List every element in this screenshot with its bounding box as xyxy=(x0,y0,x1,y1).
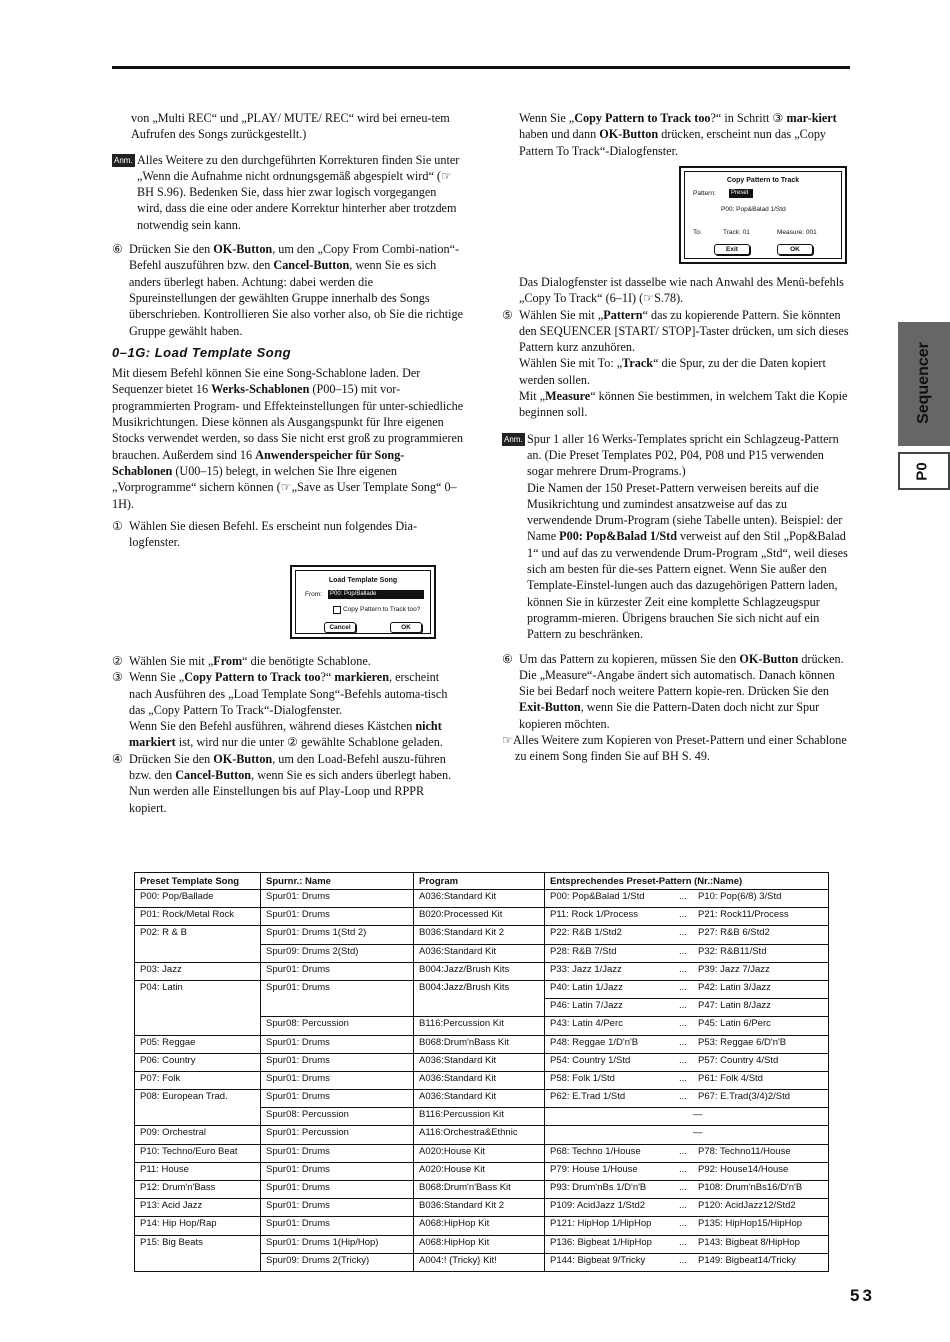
table-cell: ... xyxy=(679,1053,693,1071)
right-column xyxy=(502,110,852,159)
bold-text: markieren xyxy=(334,670,389,685)
table-cell: P11: Rock 1/Process xyxy=(545,908,680,926)
table-cell: ... xyxy=(679,1071,693,1089)
table-cell: B036:Standard Kit 2 xyxy=(414,1199,545,1217)
dialog-title: Load Template Song xyxy=(328,577,398,584)
table-header: Entsprechendes Preset-Pattern (Nr.:Name) xyxy=(545,873,829,890)
table-cell: P61: Folk 4/Std xyxy=(693,1071,829,1089)
step-number: ④ xyxy=(112,751,123,766)
bold-text: OK-Button xyxy=(739,651,799,666)
bold-text: Copy Pattern to Track too xyxy=(574,111,711,125)
table-cell xyxy=(135,944,261,962)
table-cell: P12: Drum'n'Bass xyxy=(135,1181,261,1199)
table-row xyxy=(135,1035,829,1053)
table-cell: A036:Standard Kit xyxy=(414,890,545,908)
step-4 xyxy=(112,751,464,816)
note-text: verweist auf den Stil „Pop&Balad 1“ und auf das zu verwendende Drum-Program „Std“, weil dieses sich am besten für die-ses Pattern eignet. Wenn Sie außer den Template-Einstel-lungen auch das dazugehörigen Pattern laden, können Sie in kürzester Zeit eine komplette Schlagzeugspur programm-mieren. Übrigens brauchen Sie sich nicht auf ein Pattern zu beschränken. xyxy=(527,529,848,642)
bold-text: mar-kiert xyxy=(786,111,837,125)
text: , um den Load-Befehl auszu-führen bzw. den xyxy=(129,751,446,783)
table-cell: P01: Rock/Metal Rock xyxy=(135,908,261,926)
sidebar-mode-tab xyxy=(898,452,950,490)
section-heading: 0–1G: Load Template Song xyxy=(112,344,292,360)
table-cell: ... xyxy=(679,944,693,962)
table-cell: A036:Standard Kit xyxy=(414,1090,545,1108)
step-5-measure xyxy=(502,388,852,421)
table-cell: P00: Pop/Ballade xyxy=(135,890,261,908)
text: Alles Weitere zum Kopieren von Preset-Pattern und einer Schablone zu einem Song finden Sie auf BH S. 49. xyxy=(512,733,847,764)
table-cell: ... xyxy=(679,1144,693,1162)
table-cell: A036:Standard Kit xyxy=(414,1071,545,1089)
table-cell: Spur01: Drums 1(Hip/Hop) xyxy=(261,1235,414,1253)
table-cell: ... xyxy=(679,926,693,944)
table-cell: B036:Standard Kit 2 xyxy=(414,926,545,944)
table-row xyxy=(135,1199,829,1217)
table-cell: B004:Jazz/Brush Kits xyxy=(414,962,545,980)
table-cell: P10: Pop(6/8) 3/Std xyxy=(693,890,829,908)
text: , wenn Sie die Pattern-Daten doch nicht zur Spur kopieren möchten. xyxy=(519,700,820,731)
table-row xyxy=(135,1181,829,1199)
note-paragraph xyxy=(502,431,852,643)
sidebar-section-tab xyxy=(898,322,950,446)
table-cell: Spur01: Drums xyxy=(261,908,414,926)
bold-text: Track xyxy=(622,356,654,371)
table-cell: P135: HipHop15/HipHop xyxy=(693,1217,829,1235)
table-cell: P58: Folk 1/Std xyxy=(545,1071,680,1089)
table-header: Preset Template Song xyxy=(135,873,261,890)
table-cell: Spur01: Drums xyxy=(261,1162,414,1180)
table-cell: P33: Jazz 1/Jazz xyxy=(545,962,680,980)
text: Wählen Sie mit To: „ xyxy=(519,356,623,371)
table-cell: ... xyxy=(679,1017,693,1035)
table-cell: Spur01: Drums 1(Std 2) xyxy=(261,926,414,944)
table-cell: P143: Bigbeat 8/HipHop xyxy=(693,1235,829,1253)
table-cell: ... xyxy=(679,1035,693,1053)
text: “ können Sie bestimmen, in welchem Takt die Kopie beginnen soll. xyxy=(519,389,848,420)
table-cell xyxy=(679,1126,693,1144)
table-body xyxy=(135,890,829,1272)
reference-icon: ☞ xyxy=(502,733,513,748)
table-cell: P28: R&B 7/Std xyxy=(545,944,680,962)
step-number: ① xyxy=(112,518,123,533)
table-cell: ... xyxy=(679,1199,693,1217)
table-cell: Spur08: Percussion xyxy=(261,1108,414,1126)
table-cell: ... xyxy=(679,1235,693,1253)
table-row xyxy=(135,1162,829,1180)
table-cell: B004:Jazz/Brush Kits xyxy=(414,980,545,998)
table-row xyxy=(135,999,829,1017)
table-cell: B116:Percussion Kit xyxy=(414,1108,545,1126)
table-cell: P54: Country 1/Std xyxy=(545,1053,680,1071)
text: drücken. Die „Measure“-Angabe ändert sich automatisch. Danach können Sie bei Bedarf noch weitere Pattern kopie-ren. Drücken Sie den xyxy=(519,651,844,699)
bold-text: Copy Pattern to Track too xyxy=(184,670,321,685)
table-cell: P22: R&B 1/Std2 xyxy=(545,926,680,944)
preset-template-table xyxy=(134,872,829,1272)
table-cell xyxy=(414,999,545,1017)
table-cell: Spur01: Drums xyxy=(261,962,414,980)
table-cell: Spur08: Percussion xyxy=(261,1017,414,1035)
step-5 xyxy=(502,307,852,356)
table-cell: B020:Processed Kit xyxy=(414,908,545,926)
table-row xyxy=(135,962,829,980)
table-cell: P78: Techno11/House xyxy=(693,1144,829,1162)
text: Um das Pattern zu kopieren, müssen Sie den xyxy=(519,651,740,666)
text: ist, wird nur die unter ② gewählte Schablone geladen. xyxy=(175,735,443,750)
note-badge: Anm. xyxy=(504,434,523,444)
table-cell xyxy=(545,1126,680,1144)
copy-pattern-checkbox[interactable] xyxy=(333,606,341,614)
text: Wenn Sie den Befehl ausführen, während dieses Kästchen xyxy=(129,719,416,734)
pattern-label: Pattern: xyxy=(693,190,716,197)
table-cell: P00: Pop&Balad 1/Std xyxy=(545,890,680,908)
table-cell: P67: E.Trad(3/4)2/Std xyxy=(693,1090,829,1108)
table-cell: A068:HipHop Kit xyxy=(414,1217,545,1235)
bold-text: nicht markiert xyxy=(129,719,442,750)
table-row xyxy=(135,926,829,944)
dialog-title: Copy Pattern to Track xyxy=(726,177,800,184)
checkbox-label: Copy Pattern to Track too? xyxy=(343,606,421,613)
table-cell: Spur01: Percussion xyxy=(261,1126,414,1144)
table-cell: P121: HipHop 1/HipHop xyxy=(545,1217,680,1235)
table-cell: P32: R&B11/Std xyxy=(693,944,829,962)
step-3-note xyxy=(112,718,464,751)
text: Wenn Sie „ xyxy=(129,670,185,685)
table-cell: P07: Folk xyxy=(135,1071,261,1089)
copy-pattern-dialog xyxy=(679,166,847,264)
table-cell: P93: Drum'nBs 1/D'n'B xyxy=(545,1181,680,1199)
text: Mit „ xyxy=(519,389,546,404)
top-rule xyxy=(112,66,850,69)
table-header-row xyxy=(135,873,829,890)
table-cell: Spur01: Drums xyxy=(261,1090,414,1108)
table-row xyxy=(135,1144,829,1162)
table-row xyxy=(135,1090,829,1108)
table-cell: B068:Drum'n'Bass Kit xyxy=(414,1181,545,1199)
table-cell: A036:Standard Kit xyxy=(414,1053,545,1071)
page-number: 53 xyxy=(850,1286,875,1305)
load-template-dialog xyxy=(290,565,436,639)
step-6 xyxy=(112,241,464,339)
table-cell xyxy=(261,999,414,1017)
text: “ die benötigte Schablone. xyxy=(242,654,371,668)
table-row xyxy=(135,1053,829,1071)
table-row xyxy=(135,890,829,908)
step-number: ③ xyxy=(112,670,123,685)
bold-text: Anwenderspeicher für Song-Schablonen xyxy=(112,447,405,478)
table-cell: A036:Standard Kit xyxy=(414,944,545,962)
step-1 xyxy=(112,518,464,551)
table-cell: P39: Jazz 7/Jazz xyxy=(693,962,829,980)
table-cell: Spur01: Drums xyxy=(261,1199,414,1217)
table-cell: A020:House Kit xyxy=(414,1162,545,1180)
pattern-type-field[interactable]: Preset xyxy=(729,189,753,198)
table-cell: A004:! {Tricky} Kit! xyxy=(414,1253,545,1271)
cancel-button[interactable]: Cancel xyxy=(324,622,356,633)
ok-button[interactable]: OK xyxy=(777,244,813,255)
sidebar-section-label: Sequencer xyxy=(915,342,932,424)
table-row xyxy=(135,908,829,926)
text: Drücken Sie den xyxy=(129,751,214,766)
table-cell: P40: Latin 1/Jazz xyxy=(545,980,680,998)
note-text: Die Namen der 150 Preset-Pattern verweisen bereits auf die Musikrichtung und zumindest ansatzweise auf das zu verwendende Drum-Program (siehe Tabelle unten). Beispiel: der Name xyxy=(527,480,843,544)
reference-note xyxy=(502,732,852,765)
table-cell: B068:Drum'nBass Kit xyxy=(414,1035,545,1053)
text: Wählen Sie mit „ xyxy=(519,307,604,322)
table-cell: ... xyxy=(679,1162,693,1180)
table-cell: A020:House Kit xyxy=(414,1144,545,1162)
table-cell: P45: Latin 6/Perc xyxy=(693,1017,829,1035)
table-cell: P03: Jazz xyxy=(135,962,261,980)
step-6-right xyxy=(502,651,852,732)
table-cell xyxy=(135,999,261,1017)
table-row xyxy=(135,944,829,962)
table-cell: ... xyxy=(679,1090,693,1108)
table-row xyxy=(135,1235,829,1253)
paragraph: Das Dialogfenster ist dasselbe wie nach Anwahl des Menü-befehls „Copy To Track“ (6–1I) (☞S.78). xyxy=(519,275,844,306)
table-cell: P04: Latin xyxy=(135,980,261,998)
text: (P00–15) mit vor-programmierten Program- und Effekteinstellungen für unter-schiedliche Musikrichtungen. Diese können als Ausgangspunkt für Ihre eigenen Stocks verwendet werden, so dass Sie nicht erst groß zu programmieren brauchen. Außerdem sind 16 xyxy=(112,382,464,462)
table-cell: P06: Country xyxy=(135,1053,261,1071)
from-field[interactable]: P00: Pop/Ballade xyxy=(328,590,424,599)
table-cell: Spur01: Drums xyxy=(261,1053,414,1071)
text: , wenn Sie es sich anders überlegt haben. Nun werden alle Einstellungen bis auf Play-Loop und RPPR kopiert. xyxy=(129,768,452,815)
table-cell: P149: Bigbeat14/Tricky xyxy=(693,1253,829,1271)
table-row xyxy=(135,1071,829,1089)
table-row xyxy=(135,1217,829,1235)
note-text: Alles Weitere zu den durchgeführten Korrekturen finden Sie unter „Wenn die Aufnahme nicht ordnungsgemäß abgespielt wird“ (☞BH S.96). Bedenken Sie, dass hier zwar logisch vorgegangen wird, dass die eine oder andere Korrektur hinterher aber trotzdem notwendig sein kann. xyxy=(137,152,460,232)
table-cell: P46: Latin 7/Jazz xyxy=(545,999,680,1017)
bold-text: OK-Button xyxy=(213,751,273,766)
exit-button[interactable]: Exit xyxy=(714,244,750,255)
left-column xyxy=(112,110,464,550)
table-cell: P43: Latin 4/Perc xyxy=(545,1017,680,1035)
table-cell: ... xyxy=(679,908,693,926)
bold-text: P00: Pop&Balad 1/Std xyxy=(559,529,677,544)
text: , erscheint nach Ausführen des „Load Template Song“-Befehls automa-tisch das „Copy Pattern To Track“-Dialogfenster. xyxy=(129,670,448,717)
table-cell: — xyxy=(693,1126,829,1144)
measure-field[interactable]: Measure: 001 xyxy=(777,229,817,236)
table-cell xyxy=(135,1253,261,1271)
table-row xyxy=(135,1017,829,1035)
sidebar-mode-label: P0 xyxy=(913,462,931,481)
bold-text: OK-Button xyxy=(213,242,273,257)
table-row xyxy=(135,1253,829,1271)
table-cell: P109: AcidJazz 1/Std2 xyxy=(545,1199,680,1217)
table-cell: P10: Techno/Euro Beat xyxy=(135,1144,261,1162)
table-cell: P27: R&B 6/Std2 xyxy=(693,926,829,944)
table-cell: P14: Hip Hop/Rap xyxy=(135,1217,261,1235)
text: Drücken Sie den xyxy=(129,242,214,257)
table-cell: — xyxy=(693,1108,829,1126)
table-cell: Spur09: Drums 2(Std) xyxy=(261,944,414,962)
bold-text: Cancel-Button xyxy=(273,258,350,273)
table-cell: Spur01: Drums xyxy=(261,1217,414,1235)
table-cell: Spur01: Drums xyxy=(261,890,414,908)
note-badge: Anm. xyxy=(114,155,133,165)
table-cell: P13: Acid Jazz xyxy=(135,1199,261,1217)
text: (U00–15) belegt, in welchen Sie Ihre eigenen „Vorprogramme“ sichern können (☞„Save as User Template Song“ 0–1H). xyxy=(112,463,457,511)
text: , um den „Copy From Combi-nation“-Befehl auszuführen bzw. den xyxy=(129,242,460,273)
table-cell: ... xyxy=(679,1253,693,1271)
table-cell: P21: Rock11/Process xyxy=(693,908,829,926)
text: drücken, erscheint nun das „Copy Pattern To Track“-Dialogfenster. xyxy=(519,127,827,158)
table-cell xyxy=(679,1108,693,1126)
table-cell: Spur01: Drums xyxy=(261,1144,414,1162)
table-cell: P92: House14/House xyxy=(693,1162,829,1180)
bold-text: From xyxy=(213,654,243,668)
table-cell xyxy=(545,1108,680,1126)
table-cell: P144: Bigbeat 9/Tricky xyxy=(545,1253,680,1271)
intro-paragraph xyxy=(112,365,464,512)
table-cell: P136: Bigbeat 1/HipHop xyxy=(545,1235,680,1253)
table-cell: P08: European Trad. xyxy=(135,1090,261,1108)
right-column-steps xyxy=(502,274,852,765)
ok-button[interactable]: OK xyxy=(390,622,422,633)
table-cell: P68: Techno 1/House xyxy=(545,1144,680,1162)
bold-text: Pattern xyxy=(603,307,643,322)
text: “ die Spur, zu der die Daten kopiert werden sollen. xyxy=(519,356,826,387)
left-column-steps xyxy=(112,653,464,816)
table-cell: P120: AcidJazz12/Std2 xyxy=(693,1199,829,1217)
table-cell: Spur01: Drums xyxy=(261,980,414,998)
text: ?“ xyxy=(320,670,335,685)
table-cell: P47: Latin 8/Jazz xyxy=(693,999,829,1017)
table-row xyxy=(135,1108,829,1126)
text: Wählen Sie diesen Befehl. Es erscheint nun folgendes Dia-logfenster. xyxy=(129,518,418,550)
table-cell: P02: R & B xyxy=(135,926,261,944)
bold-text: Exit-Button xyxy=(519,700,581,715)
table-row xyxy=(135,1126,829,1144)
table-cell: P53: Reggae 6/D'n'B xyxy=(693,1035,829,1053)
bold-text: Werks-Schablonen xyxy=(211,382,310,397)
note-paragraph xyxy=(112,152,464,233)
step-number: ⑤ xyxy=(502,307,513,322)
step-number: ⑥ xyxy=(502,651,513,666)
table-cell: Spur01: Drums xyxy=(261,1071,414,1089)
table-cell: P09: Orchestral xyxy=(135,1126,261,1144)
bold-text: Measure xyxy=(545,389,591,404)
table-cell: ... xyxy=(679,890,693,908)
text: Wenn Sie „ xyxy=(519,111,575,125)
table-cell: P15: Big Beats xyxy=(135,1235,261,1253)
text: , wenn Sie es sich anders überlegt haben. Achtung: dabei werden die Spureinstellungen der gewählten Gruppe innerhalb des Songs überschrieben. Kontrollieren Sie also vorher also, ob Sie die richtige Gruppe gewählt haben. xyxy=(129,258,464,338)
to-label: To: xyxy=(693,229,702,236)
text: “ das zu kopierende Pattern. Sie könnten den SEQUENCER [START/ STOP]-Taster drücken, um sich dieses Pattern kurz anzuhören. xyxy=(519,307,849,355)
table-cell: A116:Orchestra&Ethnic xyxy=(414,1126,545,1144)
table-cell xyxy=(135,1017,261,1035)
text: haben und dann xyxy=(519,127,600,142)
table-cell: Spur01: Drums xyxy=(261,1181,414,1199)
pattern-value[interactable]: P00: Pop&Balad 1/Std xyxy=(721,206,786,213)
table-cell: P108: Drum'nBs16/D'n'B xyxy=(693,1181,829,1199)
from-label: From: xyxy=(305,591,322,598)
table-cell xyxy=(135,1108,261,1126)
text: Wählen Sie mit „ xyxy=(129,654,214,668)
table-cell: ... xyxy=(679,1181,693,1199)
table-cell: Spur01: Drums xyxy=(261,1035,414,1053)
table-cell: ... xyxy=(679,962,693,980)
step-number: ⑥ xyxy=(112,242,123,257)
step-2 xyxy=(112,653,464,669)
table-header: Spurnr.: Name xyxy=(261,873,414,890)
table-cell: Spur09: Drums 2(Tricky) xyxy=(261,1253,414,1271)
table-cell: P79: House 1/House xyxy=(545,1162,680,1180)
note-text: Spur 1 aller 16 Werks-Templates spricht ein Schlagzeug-Pattern an. (Die Preset Templates P02, P04, P08 und P15 verwenden sogar mehrere Drum-Programs.) xyxy=(527,431,839,479)
table-cell: P05: Reggae xyxy=(135,1035,261,1053)
table-cell: P62: E.Trad 1/Std xyxy=(545,1090,680,1108)
bold-text: Cancel-Button xyxy=(175,768,252,783)
table-row xyxy=(135,980,829,998)
table-cell: ... xyxy=(679,999,693,1017)
step-number: ② xyxy=(112,654,123,668)
table-cell: P57: Country 4/Std xyxy=(693,1053,829,1071)
paragraph: von „Multi REC“ und „PLAY/ MUTE/ REC“ wird bei erneu-tem Aufrufen des Songs zurückgestellt.) xyxy=(131,111,450,142)
paragraph xyxy=(502,110,852,159)
bold-text: OK-Button xyxy=(599,127,659,142)
track-field[interactable]: Track: 01 xyxy=(723,229,750,236)
table-cell: ... xyxy=(679,1217,693,1235)
table-header: Program xyxy=(414,873,545,890)
step-3 xyxy=(112,669,464,718)
text: ?“ in Schritt ③ xyxy=(710,111,787,125)
step-5-track xyxy=(502,355,852,388)
text: Mit diesem Befehl können Sie eine Song-Schablone laden. Der Sequenzer bietet 16 xyxy=(112,366,421,397)
table-cell: B116:Percussion Kit xyxy=(414,1017,545,1035)
table-cell: P42: Latin 3/Jazz xyxy=(693,980,829,998)
table-cell: P48: Reggae 1/D'n'B xyxy=(545,1035,680,1053)
table-cell: A068:HipHop Kit xyxy=(414,1235,545,1253)
table-cell: P11: House xyxy=(135,1162,261,1180)
table-cell: ... xyxy=(679,980,693,998)
